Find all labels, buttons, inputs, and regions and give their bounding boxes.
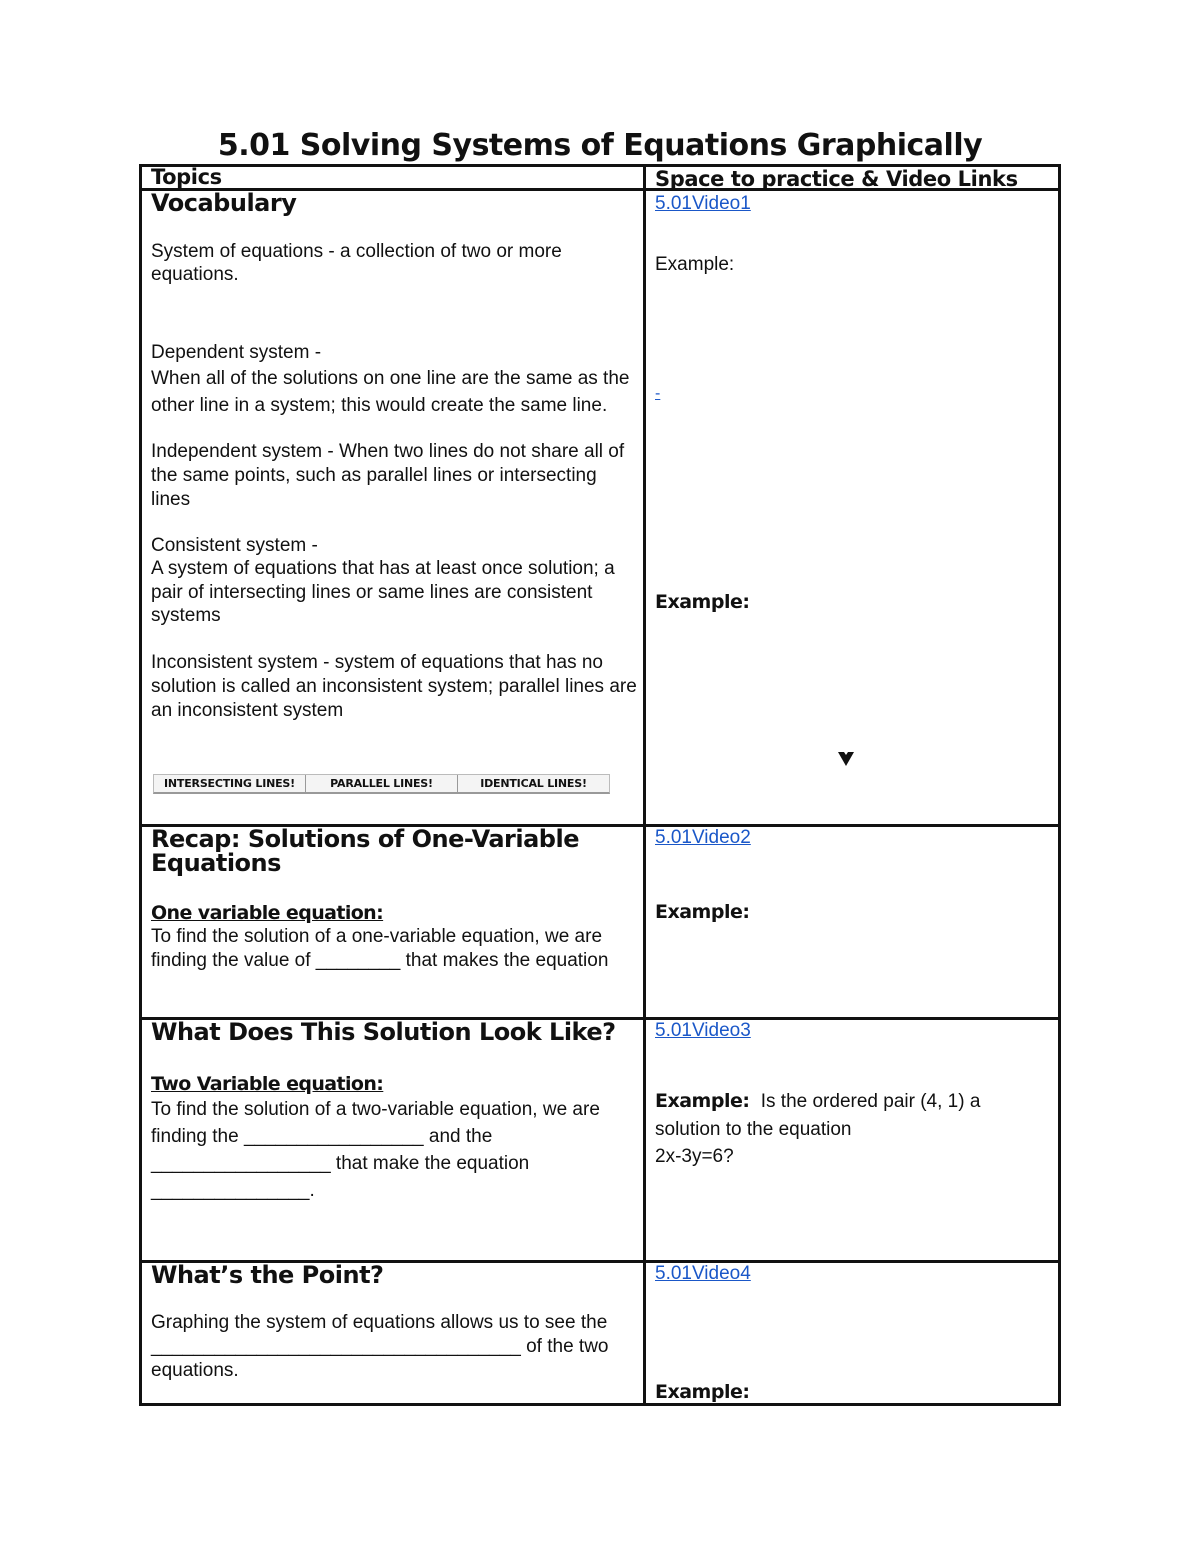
- recap-example: Example:: [655, 901, 750, 923]
- dash-link[interactable]: -: [655, 385, 661, 402]
- solution-look-heading: What Does This Solution Look Like?: [151, 1018, 616, 1046]
- solution-look-row: [139, 1020, 1061, 1263]
- header-topics-cell: [142, 167, 646, 188]
- vocabulary-row: [139, 191, 1061, 827]
- header-practice-cell: [646, 167, 1058, 191]
- point-practice-cell: [646, 1263, 1058, 1403]
- consistent-system-definition: A system of equations that has at least once solution; a pair of intersecting lines or same lines are consistent systems: [151, 558, 615, 626]
- video1-link[interactable]: 5.01Video1: [655, 193, 751, 214]
- point-row: [139, 1263, 1061, 1406]
- vocabulary-heading: Vocabulary: [151, 189, 297, 217]
- recap-body: To find the solution of a one-variable equation, we are finding the value of ________ that makes the equation: [151, 926, 609, 971]
- recap-cell: [142, 827, 646, 1017]
- inconsistent-system-definition: Inconsistent system - system of equations that has no solution is called an inconsistent system; parallel lines are an inconsistent system: [151, 651, 637, 721]
- solution-look-example-label: Example:: [655, 1090, 750, 1112]
- vocabulary-example-plain: Example:: [655, 254, 735, 275]
- system-of-equations-definition: System of equations - a collection of two or more equations.: [151, 241, 562, 285]
- recap-practice-cell: [646, 827, 1058, 1017]
- recap-heading: Recap: Solutions of One-Variable Equations: [151, 825, 579, 877]
- independent-system-definition: Independent system - When two lines do not share all of the same points, such as parallel lines or intersecting lines: [151, 441, 625, 510]
- point-cell: [142, 1263, 646, 1403]
- vocabulary-example-bold: Example:: [655, 591, 750, 613]
- consistent-system-title: Consistent system -: [151, 535, 318, 556]
- two-variable-subheading: Two Variable equation:: [151, 1073, 384, 1095]
- point-body: Graphing the system of equations allows us to see the ___________________________________ of the two equations.: [151, 1312, 609, 1381]
- one-variable-subheading: One variable equation:: [151, 902, 384, 924]
- heart-arrow-icon: [836, 750, 856, 768]
- solution-look-example-block: [655, 1087, 1035, 1144]
- vocabulary-cell: [142, 191, 646, 824]
- recap-row: [139, 827, 1061, 1020]
- header-topics: Topics: [151, 165, 222, 189]
- video2-link[interactable]: 5.01Video2: [655, 827, 751, 848]
- identical-lines-label: IDENTICAL LINES!: [480, 777, 587, 790]
- dependent-system-title: Dependent system -: [151, 342, 322, 363]
- video4-link[interactable]: 5.01Video4: [655, 1263, 751, 1284]
- page-title: 5.01 Solving Systems of Equations Graphically: [217, 128, 983, 163]
- vocabulary-practice-cell: [646, 191, 1058, 824]
- line-types-image: [153, 774, 610, 794]
- parallel-lines-label: PARALLEL LINES!: [306, 775, 458, 792]
- point-example: Example:: [655, 1381, 750, 1403]
- intersecting-lines-label: INTERSECTING LINES!: [154, 775, 306, 792]
- dependent-system-definition: When all of the solutions on one line are the same as the other line in a system; this would create the same line.: [151, 368, 630, 416]
- solution-look-practice-cell: [646, 1020, 1058, 1260]
- table-header-row: [139, 164, 1061, 191]
- header-practice: Space to practice & Video Links: [655, 167, 1018, 191]
- notes-table: [139, 164, 1061, 1406]
- solution-look-example-text: Is the ordered pair (4, 1) a solution to the equation: [655, 1091, 981, 1140]
- video3-link[interactable]: 5.01Video3: [655, 1020, 751, 1041]
- solution-look-equation: 2x-3y=6?: [655, 1146, 734, 1167]
- point-heading: What’s the Point?: [151, 1261, 384, 1289]
- solution-look-cell: [142, 1020, 646, 1260]
- solution-look-body: To find the solution of a two-variable equation, we are finding the _________________ and the _________________ that make the equation _______________.: [151, 1099, 600, 1201]
